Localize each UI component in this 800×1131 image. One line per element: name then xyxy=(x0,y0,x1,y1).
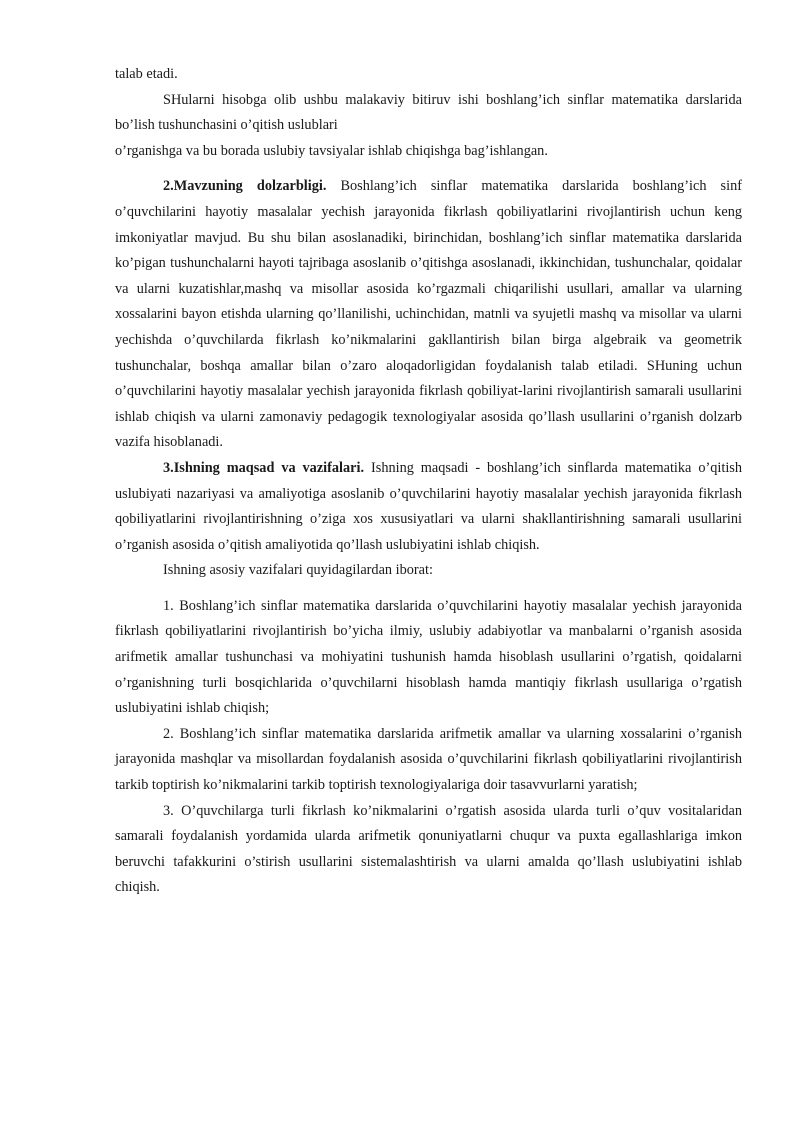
section2-text: Boshlang’ich sinflar matematika darslarida boshlang’ich sinf o’quvchilarini hayotiy masalalar yechish jarayonida fikrlash qobiliyatlarini rivojlantirish uchun keng imkoniyatlar mavjud. Bu shu bilan asoslanadiki, birinchidan, boshlang’ich sinflar matematika darslarida ko’pigan tushunchalarni hayoti tajribaga asoslanib o’qitishga asoslanadi, ikkinchidan, tushunchalar, qoidalar va ularni kuzatishlar,mashq va misollar asosida ko’rgazmali chiqarilishi usullari, amallar va ularning xossalarini bayon etishda ularning qo’llanilishi, uchinchidan, matnli va syujetli mashq va misollar va ularni yechishda o’quvchilarda fikrlash ko’nikmalarini gakllantirish bilan birga algebraik va geometrik tushunchalar, boshqa amallar bilan o’zaro aloqadorligidan foydalanish talab etiladi. SHuning uchun o’quvchilarini hayotiy masalalar yechish jarayonida fikrlash qobiliyat-larini rivojlantirish samarali usullarini ishlab chiqish va ularni zamonaviy pedagogik texnologiyalar asosida qo’llash usullarini o’rganish dolzarb vazifa hisoblanadi. xyxy=(115,178,742,451)
task-item-2: 2. Boshlang’ich sinflar matematika darslarida arifmetik amallar va ularning xossalarini o’rganish jarayonida mashqlar va misollardan foydalanish asosida o’quvchilarini fikrlash qobiliyatlarini rivojlantirish tarkib toptirish ko’nikmalarini tarkib toptirish texnologiyalariga doir tasavvurlarni yaratish; xyxy=(115,725,742,794)
section3-heading: 3.Ishning maqsad va vazifalari. xyxy=(163,459,365,476)
intro-line: talab etadi. xyxy=(115,66,178,82)
intro-paragraph-a: SHularni hisobga olib ushbu malakaviy bitiruv ishi boshlang’ich sinflar matematika darslarida bo’lish tushunchasini o’qitish uslublari xyxy=(115,91,742,134)
section2-heading: 2.Mavzuning dolzarbligi. xyxy=(163,178,327,195)
task-item-3: 3. O’quvchilarga turli fikrlash ko’nikmalarini o’rgatish asosida ularda turli o’quv vositalaridan samarali foydalanish yordamida ularda arifmetik qonuniyatlarni chuqur va puxta egallashlariga imkon beruvchi tafakkurini o’stirish usullarini sistemalashtirish va ularni amalda qo’llash uslubiyatini ishlab chiqish. xyxy=(115,802,742,896)
intro-paragraph-b: o’rganishga va bu borada uslubiy tavsiyalar ishlab chiqishga bag’ishlangan. xyxy=(115,142,548,159)
section3-paragraph xyxy=(115,456,742,558)
section3-text: Ishning maqsadi - boshlang’ich sinflarda matematika o’qitish uslubiyati nazariyasi va amaliyotiga asoslanib o’quvchilarini hayotiy masalalar yechish jarayonida fikrlash qobiliyatlarini rivojlantirishning o’ziga xos xususiyatlari va ularni shakllantirishning samarali usullarini o’rganish asosida o’qitish amaliyotida qo’llash uslubiyatini ishlab chiqish. xyxy=(115,459,743,553)
tasks-intro: Ishning asosiy vazifalari quyidagilardan iborat: xyxy=(163,562,433,579)
task-item-1: 1. Boshlang’ich sinflar matematika darslarida o’quvchilarini hayotiy masalalar yechish jarayonida fikrlash qobiliyatlarini rivojlantirish bo’yicha ilmiy, uslubiy adabiyotlar va manbalarni o’rganish asosida arifmetik amallar tushunchasi va mohiyatini tushunish hamda hisoblash usullarini o’rgatish, qoidalarni o’rganishning turli bosqichlarida o’quvchilarni hisoblash hamda mantiqiy fikrlash usullariga o’rgatish uslubiyatini ishlab chiqish; xyxy=(115,597,742,717)
section2-paragraph xyxy=(115,174,742,456)
document-page xyxy=(115,62,742,901)
